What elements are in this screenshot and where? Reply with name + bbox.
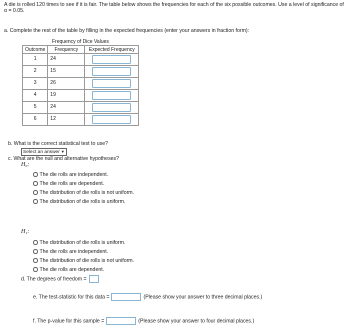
h0-option-label: The die rolls are dependent.: [39, 181, 105, 187]
radio-icon[interactable]: [33, 240, 38, 245]
problem-intro: A die is rolled 120 times to see if it is fair. The table below shows the frequencies for each of the six possible outcomes. Use a level of significance of α = 0.05.: [4, 2, 344, 15]
h0-option[interactable]: [33, 172, 108, 178]
h0-option-label: The distribution of die rolls is not uniform.: [39, 190, 135, 196]
radio-icon[interactable]: [33, 199, 38, 204]
h0-option-label: The distribution of die rolls is uniform.: [39, 199, 126, 205]
radio-icon[interactable]: [33, 190, 38, 195]
header-frequency: Frequency: [48, 46, 85, 54]
frequency-cell: 26: [48, 78, 85, 90]
frequency-table: [22, 45, 139, 126]
table-row: [23, 54, 139, 66]
header-outcome: Outcome: [23, 46, 48, 54]
expected-input-6[interactable]: [92, 115, 131, 124]
h0-option-label: The die rolls are independent.: [39, 172, 109, 178]
frequency-cell: 19: [48, 90, 85, 102]
table-row: [23, 102, 139, 114]
outcome-cell: 2: [23, 66, 48, 78]
header-expected: Expected Frequency: [85, 46, 139, 54]
part-d-label: d. The degrees of freedom =: [21, 276, 87, 283]
expected-input-4[interactable]: [92, 91, 131, 100]
outcome-cell: 3: [23, 78, 48, 90]
h1-option-label: The distribution of die rolls is not uniform.: [39, 258, 135, 264]
frequency-cell: 24: [48, 102, 85, 114]
radio-icon[interactable]: [33, 258, 38, 263]
outcome-cell: 5: [23, 102, 48, 114]
h1-option-label: The die rolls are dependent.: [39, 267, 105, 273]
test-statistic-input[interactable]: [111, 293, 141, 301]
table-row: [23, 114, 139, 126]
expected-input-3[interactable]: [92, 79, 131, 88]
h1-option[interactable]: [33, 267, 104, 273]
part-f-label: f. The p-value for this sample =: [33, 318, 105, 325]
expected-input-5[interactable]: [92, 103, 131, 112]
degrees-freedom-input[interactable]: [89, 275, 99, 283]
test-select[interactable]: [21, 148, 67, 156]
part-f-prompt: [33, 317, 254, 325]
part-d-prompt: [21, 275, 101, 283]
table-caption: Frequency of Dice Values: [52, 39, 109, 45]
test-select-label: Select an answer: [23, 150, 60, 155]
h1-label: H₁:: [21, 229, 30, 235]
table-row: [23, 78, 139, 90]
outcome-cell: 4: [23, 90, 48, 102]
part-b-prompt: b. What is the correct statistical test to use?: [8, 141, 109, 147]
frequency-cell: 15: [48, 66, 85, 78]
part-c-prompt: c. What are the null and alternative hypotheses?: [8, 156, 120, 162]
part-e-label: e. The test-statistic for this data =: [33, 294, 110, 301]
h1-option-label: The die rolls are independent.: [39, 249, 109, 255]
radio-icon[interactable]: [33, 249, 38, 254]
radio-icon[interactable]: [33, 267, 38, 272]
h0-option[interactable]: [33, 190, 134, 196]
table-row: [23, 66, 139, 78]
part-a-prompt: a. Complete the rest of the table by filling in the expected frequencies (enter your answers in fraction form):: [4, 28, 250, 34]
outcome-cell: 6: [23, 114, 48, 126]
h1-option-label: The distribution of die rolls is uniform.: [39, 240, 126, 246]
h1-option[interactable]: [33, 240, 125, 246]
part-f-hint: (Please show your answer to four decimal places.): [138, 318, 255, 325]
frequency-cell: 12: [48, 114, 85, 126]
h0-option[interactable]: [33, 199, 125, 205]
expected-input-1[interactable]: [92, 55, 131, 64]
p-value-input[interactable]: [106, 317, 136, 325]
table-row: [23, 90, 139, 102]
chevron-down-icon: ▼: [60, 149, 65, 154]
h0-label: H₀:: [21, 162, 30, 168]
radio-icon[interactable]: [33, 181, 38, 186]
outcome-cell: 1: [23, 54, 48, 66]
h1-option[interactable]: [33, 258, 134, 264]
radio-icon[interactable]: [33, 172, 38, 177]
h1-option[interactable]: [33, 249, 108, 255]
expected-input-2[interactable]: [92, 67, 131, 76]
frequency-cell: 24: [48, 54, 85, 66]
part-e-prompt: [33, 293, 262, 301]
part-e-hint: (Please show your answer to three decimal places.): [143, 294, 263, 301]
h0-option[interactable]: [33, 181, 104, 187]
